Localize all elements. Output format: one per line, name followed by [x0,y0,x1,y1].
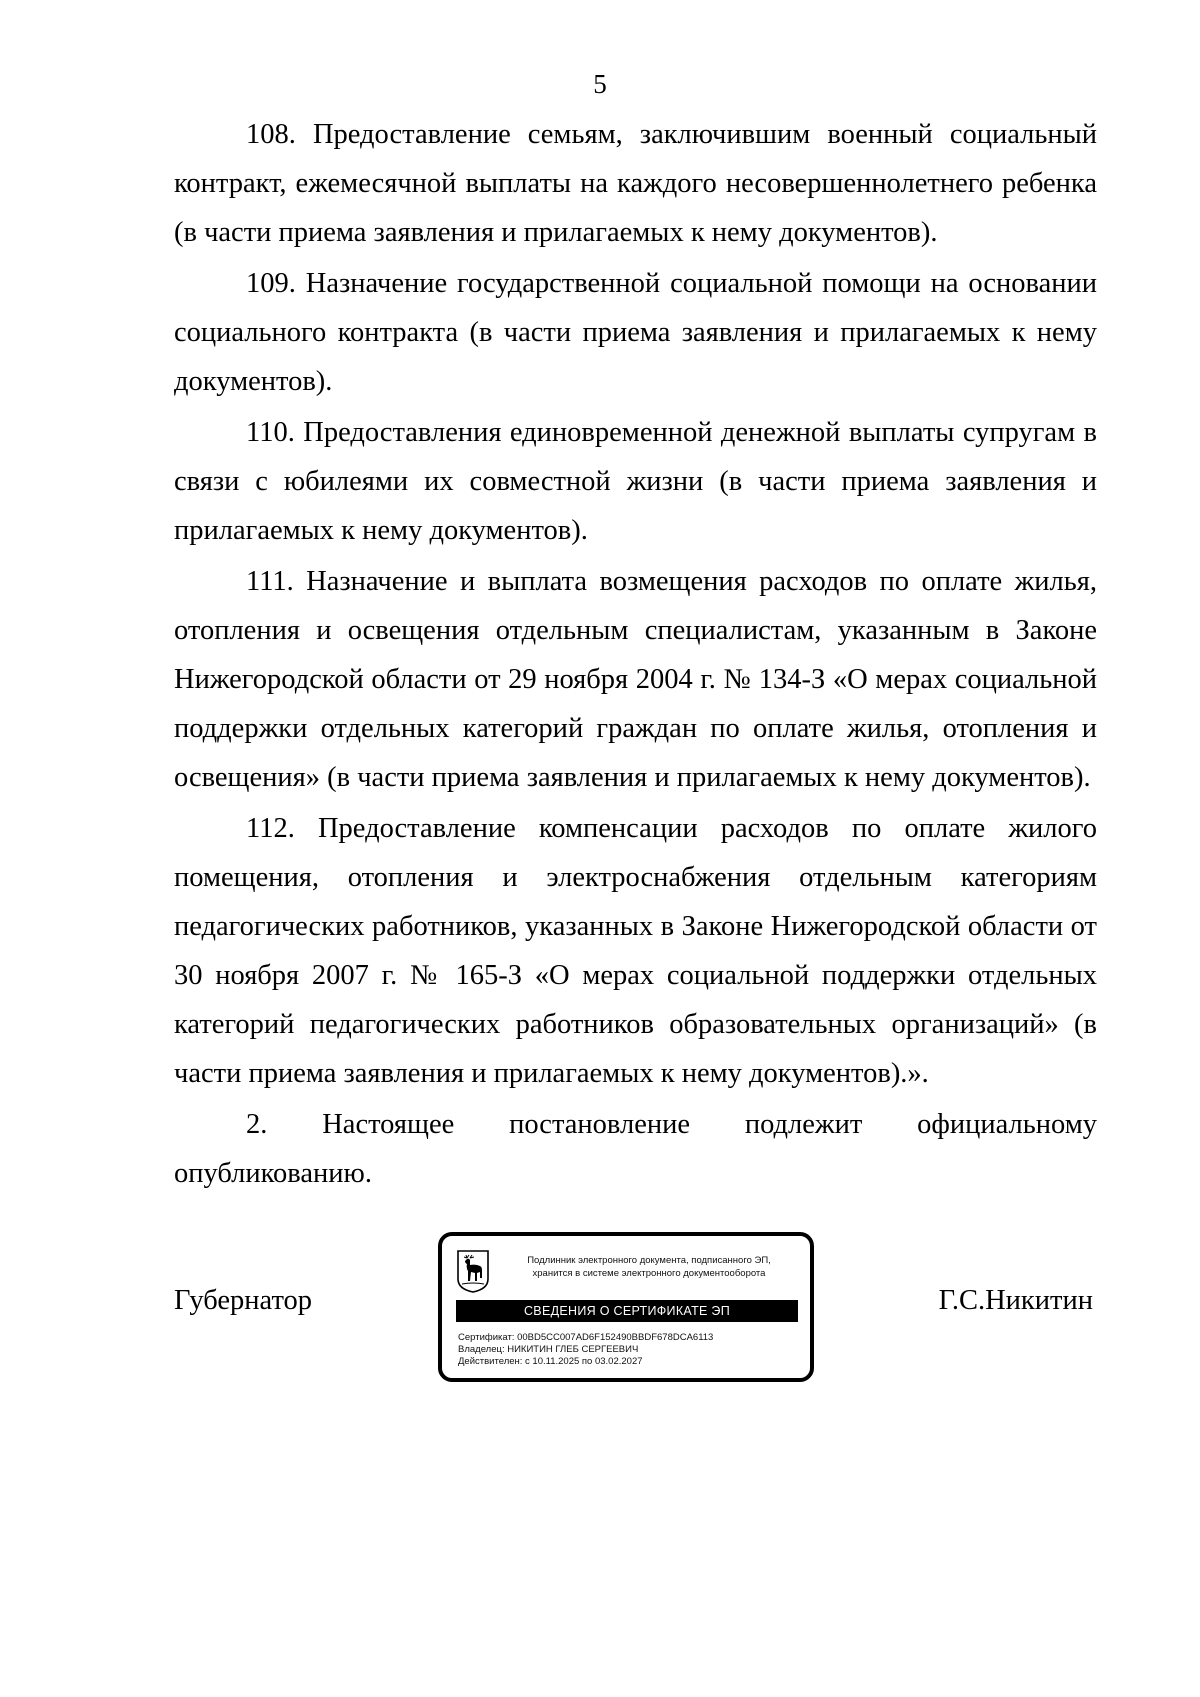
stamp-certificate-details [458,1332,800,1368]
stamp-owner: Владелец: НИКИТИН ГЛЕБ СЕРГЕЕВИЧ [458,1344,639,1355]
paragraph-110: 110. Предоставления единовременной денежной выплаты супругам в связи с юбилеями их совместной жизни (в части приема заявления и прилагаемых к нему документов). [174,417,1097,546]
stamp-header-line-1: Подлинник электронного документа, подписанного ЭП, [527,1255,771,1266]
stamp-validity: Действителен: с 10.11.2025 по 03.02.2027 [458,1356,643,1367]
page-number: 5 [593,69,607,99]
deer-emblem-icon [456,1249,490,1293]
document-body [174,110,1097,1200]
paragraph-2-publication: 2. Настоящее постановление подлежит официальному опубликованию. [174,1109,1097,1189]
signature-block [174,1232,1097,1392]
paragraph-108: 108. Предоставление семьям, заключившим военный социальный контракт, ежемесячной выплаты на каждого несовершеннолетнего ребенка (в части приема заявления и прилагаемых к нему документов). [174,119,1097,248]
signatory-name: Г.С.Никитин [938,1285,1093,1316]
stamp-title-bar: СВЕДЕНИЯ О СЕРТИФИКАТЕ ЭП [456,1300,798,1322]
stamp-header-line-2: хранится в системе электронного документооборота [532,1268,766,1279]
stamp-header [498,1254,800,1280]
stamp-certificate-number: Сертификат: 00BD5CC007AD6F152490BBDF678DCA6113 [458,1332,714,1343]
signatory-position: Губернатор [174,1285,313,1316]
paragraph-109: 109. Назначение государственной социальной помощи на основании социального контракта (в части приема заявления и прилагаемых к нему документов). [174,268,1097,397]
paragraph-111: 111. Назначение и выплата возмещения расходов по оплате жилья, отопления и освещения отдельным специалистам, указанным в Законе Нижегородской области от 29 ноября 2004 г. № 134-З «О мерах социальной поддержки отдельных категорий граждан по оплате жилья, отопления и освещения» (в части приема заявления и прилагаемых к нему документов). [174,566,1097,793]
electronic-signature-stamp [438,1232,814,1382]
paragraph-112: 112. Предоставление компенсации расходов по оплате жилого помещения, отопления и электроснабжения отдельным категориям педагогических работников, указанных в Законе Нижегородской области от 30 ноября 2007 г. № 165-З «О мерах социальной поддержки отдельных категорий педагогических работников образовательных организаций» (в части приема заявления и прилагаемых к нему документов).». [174,813,1097,1089]
